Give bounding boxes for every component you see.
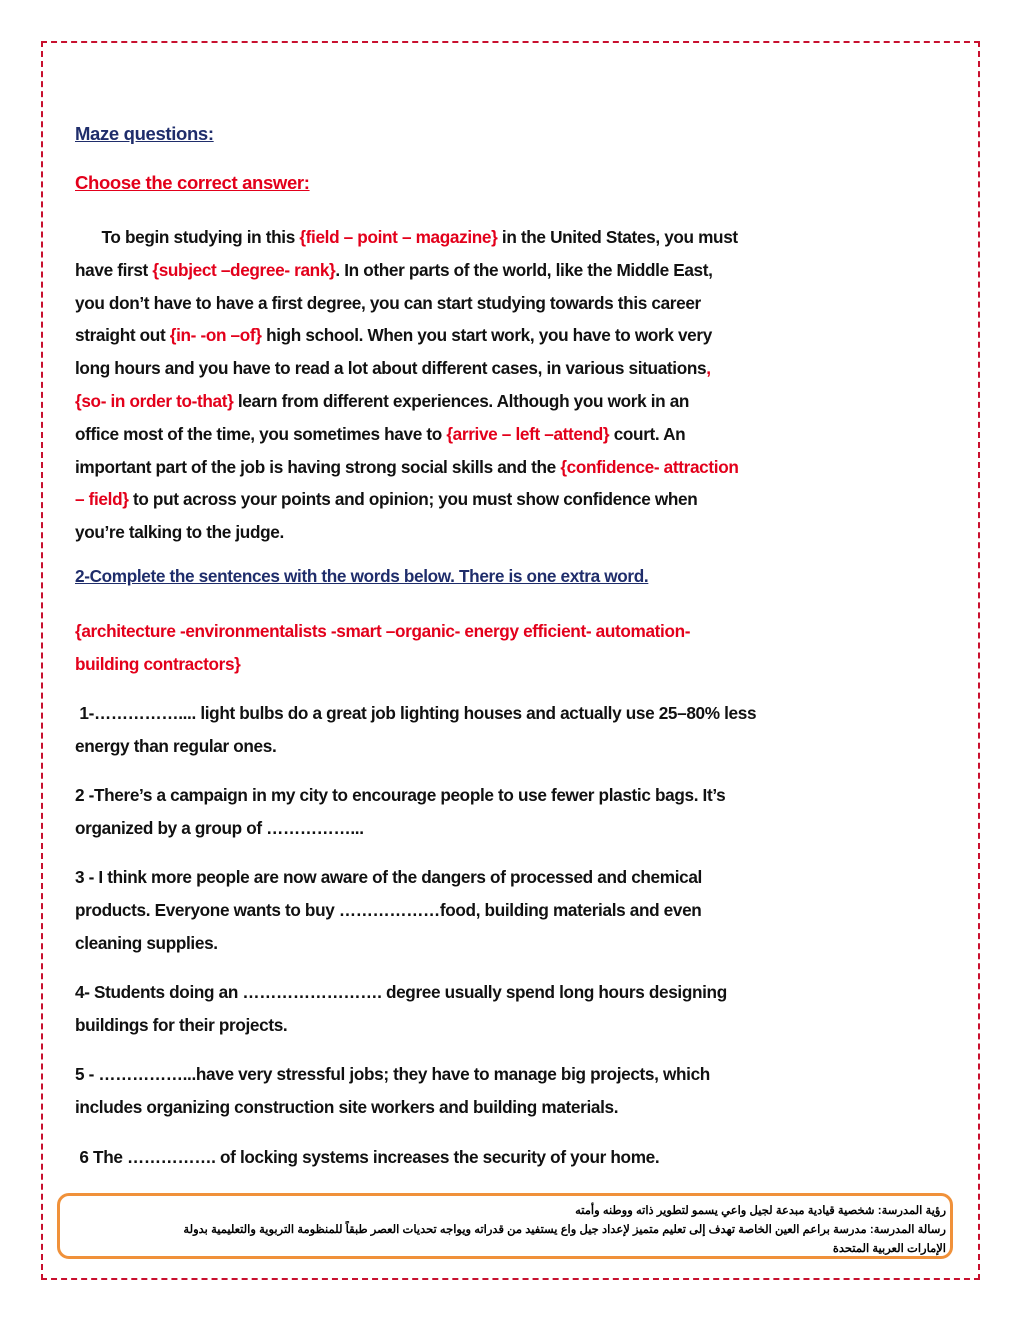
- passage-text: to put across your points and opinion; you must show confidence when: [128, 489, 698, 510]
- school-mission-cont: الإمارات العربية المتحدة: [832, 1243, 946, 1255]
- word-bank-line: {architecture -environmentalists -smart –organic- energy efficient- automation-: [75, 621, 691, 641]
- question-line: includes organizing construction site workers and building materials.: [75, 1096, 619, 1117]
- answer-options: {confidence- attraction: [560, 456, 739, 477]
- question-line: 1-…………….... light bulbs do a great job lighting houses and actually use 25–80% less: [75, 703, 757, 723]
- passage-text: you’re talking to the judge.: [75, 522, 284, 543]
- question-line: 2 -There’s a campaign in my city to encourage people to use fewer plastic bags. It’s: [75, 785, 726, 805]
- question-line: 4- Students doing an ……………………. degree usually spend long hours designing: [75, 982, 727, 1002]
- answer-options: {field – point – magazine}: [299, 227, 498, 247]
- passage-text: have first: [75, 259, 153, 280]
- school-footer: [57, 1193, 953, 1259]
- passage-line: [75, 254, 739, 287]
- answer-options: ,: [706, 358, 711, 379]
- question-3: [75, 861, 702, 959]
- question-line: buildings for their projects.: [75, 1014, 288, 1035]
- question-line: cleaning supplies.: [75, 932, 218, 953]
- passage-line: [75, 418, 739, 451]
- word-bank: [75, 615, 690, 681]
- passage-text: straight out: [75, 325, 170, 346]
- passage-text: important part of the job is having strong social skills and the: [75, 456, 561, 477]
- question-line: 3 - I think more people are now aware of the dangers of processed and chemical: [75, 867, 702, 887]
- passage-line: [75, 516, 739, 549]
- question-line: 5 - ……………...have very stressful jobs; they have to manage big projects, which: [75, 1064, 710, 1084]
- school-mission: رسالة المدرسة: مدرسة براعم العين الخاصة تهدف إلى تعليم متميز لإعداد جيل واع يستفيد من قدراته ويواجه تحديات العصر طبقاً للمنظومة التربوية والتعليمية بدولة: [183, 1224, 946, 1236]
- school-vision: رؤية المدرسة: شخصية قيادية مبدعة لجيل واعي يسمو لتطوير ذاته ووطنه وأمته: [575, 1205, 946, 1217]
- passage-text: high school. When you start work, you have to work very: [261, 325, 712, 346]
- question-6: [75, 1141, 659, 1174]
- answer-options: {subject –degree- rank}: [152, 259, 336, 280]
- passage-line: [75, 451, 739, 484]
- passage-text: office most of the time, you sometimes have to: [75, 423, 447, 444]
- answer-options: {arrive – left –attend}: [446, 423, 610, 444]
- question-4: [75, 976, 727, 1042]
- question-1: [75, 697, 756, 763]
- passage-text: learn from different experiences. Although you work in an: [233, 390, 690, 411]
- question-line: products. Everyone wants to buy ………………food, building materials and even: [75, 899, 702, 920]
- question-line: organized by a group of ……………...: [75, 817, 364, 838]
- answer-options: – field}: [75, 489, 129, 510]
- passage-text: long hours and you have to read a lot about different cases, in various situations: [75, 358, 707, 379]
- question-line: 6 The ……………. of locking systems increases the security of your home.: [75, 1147, 660, 1167]
- passage: [75, 221, 739, 549]
- question-line: energy than regular ones.: [75, 735, 277, 756]
- question-2: [75, 779, 725, 845]
- passage-text: To begin studying in this: [75, 227, 300, 247]
- question-5: [75, 1058, 710, 1124]
- passage-line: [75, 319, 739, 352]
- passage-text: you don’t have to have a first degree, you can start studying towards this career: [75, 292, 701, 313]
- passage-text: in the United States, you must: [497, 227, 738, 247]
- passage-line: [75, 221, 739, 254]
- instruction: Choose the correct answer:: [75, 172, 310, 193]
- word-bank-line: building contractors}: [75, 653, 241, 674]
- section2-heading: 2-Complete the sentences with the words below. There is one extra word.: [75, 566, 649, 586]
- passage-text: . In other parts of the world, like the Middle East,: [335, 259, 713, 280]
- passage-text: court. An: [609, 423, 686, 444]
- section-heading: Maze questions:: [75, 123, 214, 144]
- passage-line: [75, 385, 739, 418]
- answer-options: {in- -on –of}: [169, 325, 262, 346]
- passage-line: [75, 352, 739, 385]
- passage-line: [75, 287, 739, 320]
- passage-line: [75, 483, 739, 516]
- answer-options: {so- in order to-that}: [75, 390, 234, 411]
